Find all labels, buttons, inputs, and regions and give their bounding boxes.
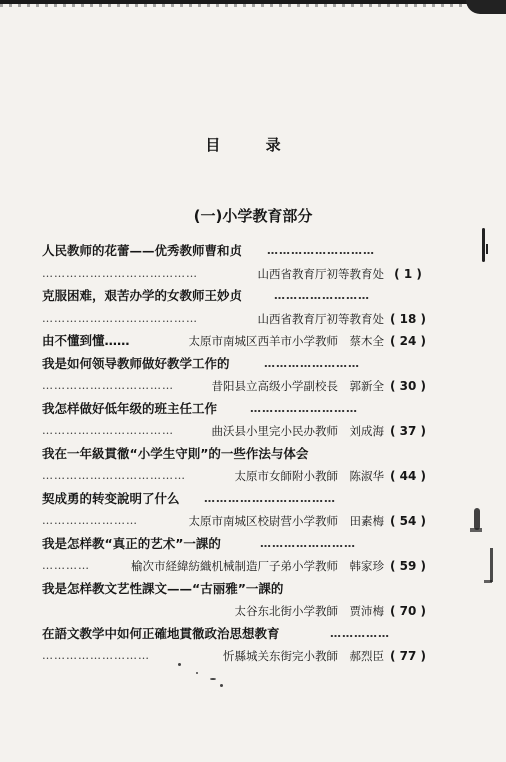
entry-author: 太原市女師附小教師 陈淑华 (234, 469, 384, 483)
page-number: ( 59 ) (389, 559, 427, 573)
toc-entry-title (42, 285, 432, 308)
toc-entry-meta (42, 645, 432, 668)
toc-entry-meta (42, 375, 432, 398)
entry-title-text: 人民教师的花蕾——优秀教师曹和贞 (42, 243, 243, 258)
toc-entry-meta (42, 263, 432, 286)
section-heading: (一)小学教育部分 (193, 207, 313, 225)
scan-corner-mark (466, 0, 506, 14)
entry-author: 太原市南城区校尉营小学教师 田素梅 (188, 514, 384, 528)
toc-entry-meta (42, 420, 432, 443)
dot-leader: …………………… (260, 536, 356, 550)
page-number: ( 18 ) (389, 311, 427, 326)
dot-leader: …………………………… (42, 379, 174, 392)
dot-leader: …………………… (42, 514, 138, 527)
dot-leader: ………………………………… (42, 311, 198, 325)
toc-entry-title (42, 533, 432, 556)
toc-entry-title (42, 623, 432, 646)
dot-leader: …………………………… (42, 424, 174, 437)
scan-edge-noise (0, 4, 506, 7)
entry-author: 太原市南城区西羊市小学教师 蔡木全 (188, 334, 384, 348)
ink-mark (470, 528, 482, 532)
entry-author: 榆次市経緯紡織机械制造厂子弟小学教师 韩家珍 (131, 559, 384, 573)
entry-title-text: 我是怎样教“真正的艺术”一課的 (42, 535, 221, 551)
toc-entry-title (42, 488, 432, 511)
scan-speck (196, 672, 198, 674)
dot-leader: ………… (42, 559, 90, 572)
dot-leader: …………………………… (204, 491, 336, 505)
dot-leader: ………………………………… (42, 266, 198, 280)
entry-author: 山西省教育厅初等教育处 (257, 266, 384, 281)
entry-title-text: 契成勇的转变說明了什么 (42, 490, 180, 506)
ink-mark (482, 228, 485, 262)
entry-title-text: 我是怎样教文艺性課文——“古丽雅”一課的 (42, 580, 284, 596)
entry-title-text: 克服困难，艰苦办学的女教师王妙贞 (42, 288, 243, 303)
toc-entry-meta (42, 465, 432, 488)
toc-entry-title (42, 398, 432, 421)
toc-entry-title (42, 330, 432, 353)
toc-entry-title (42, 443, 432, 466)
toc-entry-title (42, 578, 432, 601)
dot-leader: …………………… (274, 289, 370, 302)
scan-speck (210, 678, 216, 680)
page-number: ( 24 ) (389, 334, 427, 348)
toc-entry-title (42, 353, 432, 376)
page-number: ( 1 ) (394, 266, 422, 281)
entry-author: 昔阳县立高级小学副校長 郭新全 (211, 379, 384, 393)
dot-leader: ……………………… (250, 401, 358, 415)
ink-mark (490, 548, 493, 582)
dot-leader: …………………… (264, 356, 360, 370)
contents-heading: 目 录 (205, 136, 301, 154)
dot-leader: ……………………… (42, 649, 150, 662)
entry-title-text: 我怎样做好低年级的班主任工作 (42, 400, 218, 416)
page-number: ( 70 ) (389, 604, 427, 618)
toc-entry-meta (189, 330, 433, 353)
entry-author: 太谷东北街小学教師 贾沛梅 (234, 604, 384, 618)
entry-author: 忻縣城关东街完小教師 郝烈臣 (223, 649, 384, 663)
entry-title-text: 由不懂到懂…… (42, 333, 130, 348)
scan-speck (178, 663, 181, 666)
dot-leader: ……………………… (267, 244, 375, 257)
ink-mark (474, 508, 480, 530)
toc-entry-title (42, 240, 432, 263)
entry-title-text: 我在一年級貫徹“小学生守則”的一些作法与体会 (42, 445, 309, 461)
toc-entry-meta (42, 510, 432, 533)
scan-speck (220, 684, 223, 687)
entry-title-text: 在語文教学中如何正確地貫徹政治思想教育 (42, 625, 280, 641)
entry-author: 山西省教育厅初等教育处 (257, 311, 384, 326)
toc-entry-meta (42, 600, 432, 623)
table-of-contents (42, 240, 432, 668)
ink-mark (486, 244, 488, 254)
entry-title-text: 我是如何领导教师做好教学工作的 (42, 355, 230, 371)
page-number: ( 30 ) (389, 379, 427, 393)
dot-leader: ……………………………… (42, 469, 186, 482)
page-number: ( 54 ) (389, 514, 427, 528)
page-number: ( 37 ) (389, 424, 427, 438)
dot-leader: …………… (330, 626, 390, 640)
entry-author: 曲沃县小里完小民办教师 刘成海 (211, 424, 384, 438)
toc-entry-meta (42, 308, 432, 331)
toc-entry-meta (42, 555, 432, 578)
page-number: ( 77 ) (389, 649, 427, 663)
page-number: ( 44 ) (389, 469, 427, 483)
ink-mark (484, 580, 492, 583)
